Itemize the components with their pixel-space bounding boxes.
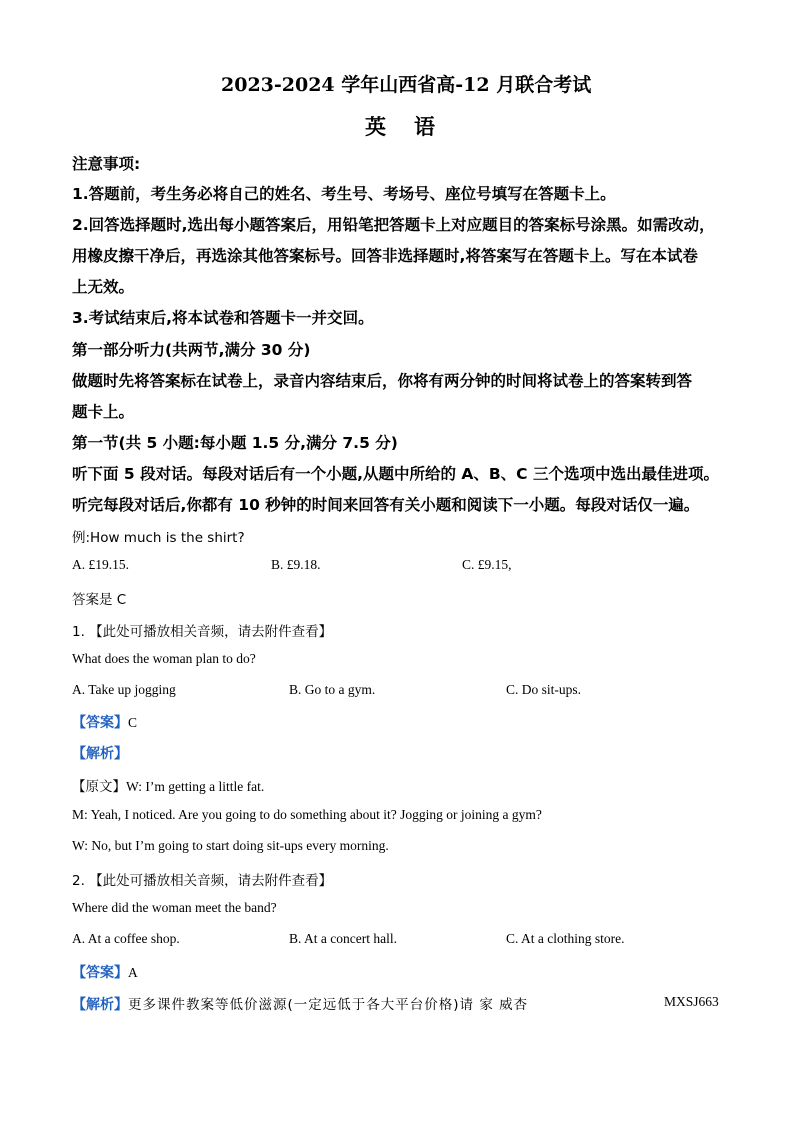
example-answer: 答案是 C (72, 592, 127, 608)
q1-transcript-line-2: M: Yeah, I noticed. Are you going to do something about it? Jogging or joining a gym? (72, 807, 542, 822)
q2-option-b: B. At a concert hall. (289, 931, 397, 946)
q2-analysis-tag: 【解析】 (72, 997, 128, 1013)
notice-item-2-line-3: 上无效。 (72, 278, 135, 296)
q2-option-c: C. At a clothing store. (506, 931, 625, 946)
q2-audio-note: 2. 【此处可播放相关音频，请去附件查看】 (72, 873, 333, 889)
example-option-c: C. £9.15, (462, 557, 512, 572)
q1-analysis-tag: 【解析】 (72, 746, 128, 762)
notice-heading: 注意事项: (72, 155, 141, 173)
q1-answer-tag: 【答案】 (72, 715, 128, 731)
subject-title: 英语 (365, 114, 463, 139)
q1-option-b: B. Go to a gym. (289, 682, 376, 697)
q1-transcript-line-3: W: No, but I’m going to start doing sit-ups every morning. (72, 838, 389, 853)
q1-option-a: A. Take up jogging (72, 682, 176, 697)
q2-answer-tag: 【答案】 (72, 965, 128, 981)
exam-title: 2023-2024 学年山西省高-12 月联合考试 (221, 74, 592, 96)
notice-item-1: 1.答题前，考生务必将自己的姓名、考生号、考场号、座位号填写在答题卡上。 (72, 185, 616, 203)
promo-code: MXSJ663 (664, 994, 719, 1009)
section1-instructions-line-1: 听下面 5 段对话。每段对话后有一个小题,从题中所给的 A、B、C 三个选项中选出最佳进项。 (72, 465, 719, 483)
q1-original-tag: 【原文】 (72, 779, 126, 795)
q2-question: Where did the woman meet the band? (72, 900, 277, 915)
q1-transcript-w1: W: I’m getting a little fat. (126, 779, 265, 794)
q1-question: What does the woman plan to do? (72, 651, 256, 666)
q1-answer-value: C (128, 715, 138, 730)
q2-option-a: A. At a coffee shop. (72, 931, 180, 946)
section1-heading: 第一节(共 5 小题:每小题 1.5 分,满分 7.5 分) (72, 434, 398, 452)
q2-analysis-line (72, 993, 528, 1014)
example-question: 例:How much is the shirt? (72, 530, 245, 546)
section1-instructions-line-2: 听完每段对话后,你都有 10 秒钟的时间来回答有关小题和阅读下一小题。每段对话仅一遍。 (72, 496, 700, 514)
q2-answer-value: A (128, 965, 138, 980)
promo-text: 更多课件教案等低价滋源(一定远低于各大平台价格)请 家 威杏 (128, 997, 529, 1013)
notice-item-2-line-2: 用橡皮擦干净后，再选涂其他答案标号。回答非选择题时,将答案写在答题卡上。写在本试卷 (72, 247, 698, 265)
q2-answer-line (72, 962, 138, 982)
example-option-a: A. £19.15. (72, 557, 129, 572)
part1-intro-line-1: 做题时先将答案标在试卷上，录音内容结束后，你将有两分钟的时间将试卷上的答案转到答 (72, 372, 693, 390)
q1-option-c: C. Do sit-ups. (506, 682, 582, 697)
notice-item-2-line-1: 2.回答选择题时,选出每小题答案后，用铅笔把答题卡上对应题目的答案标号涂黑。如需改动， (72, 216, 715, 234)
part1-heading: 第一部分听力(共两节,满分 30 分) (72, 341, 311, 359)
q1-answer-line (72, 712, 137, 732)
part1-intro-line-2: 题卡上。 (72, 403, 135, 421)
q1-audio-note: 1. 【此处可播放相关音频，请去附件查看】 (72, 624, 333, 640)
notice-item-3: 3.考试结束后,将本试卷和答题卡一并交回。 (72, 309, 374, 327)
q1-transcript-line-1 (72, 775, 264, 796)
example-option-b: B. £9.18. (271, 557, 321, 572)
